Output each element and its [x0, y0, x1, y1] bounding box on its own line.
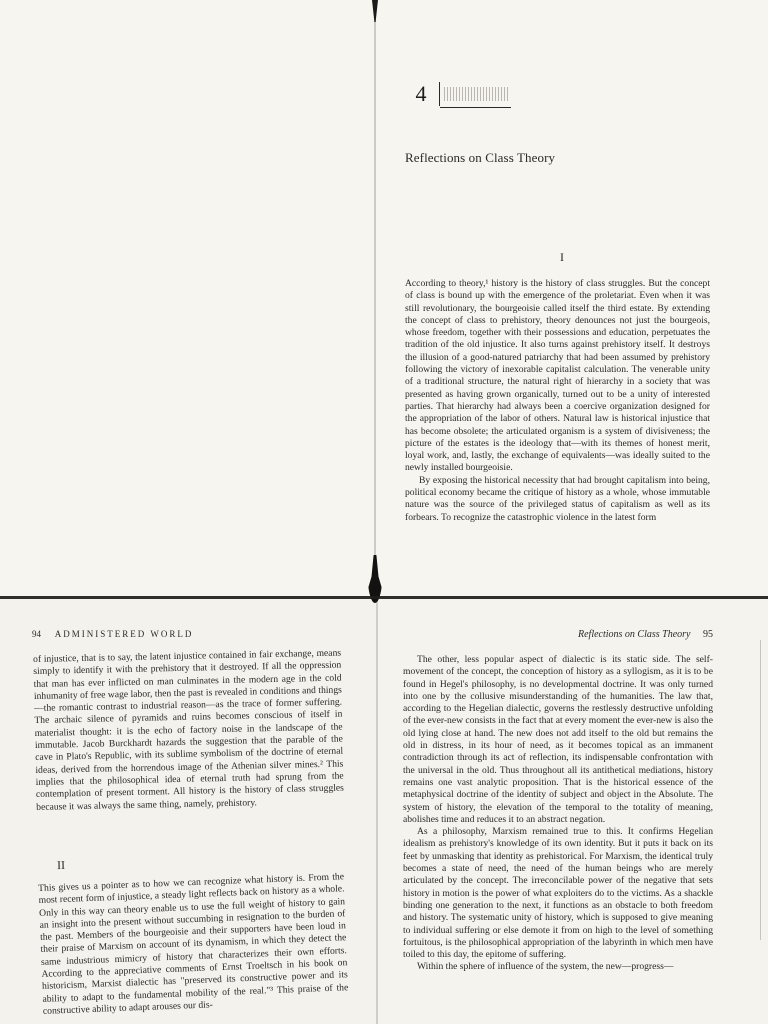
section-heading-2: II	[56, 857, 66, 873]
page-edge-right	[760, 640, 761, 940]
running-head-right-title: Reflections on Class Theory	[578, 629, 691, 640]
chapter-ornament	[439, 82, 511, 106]
paragraph: By exposing the historical necessity that had brought capitalism into being, political economy became the critique of history as a whole, whose immutable nature was the source of the privileged status of capitalism as well as its forbears. To recognize the catastrophic violence in the latest form	[405, 474, 710, 523]
paragraph: of injustice, that is to say, the latent injustice contained in fair exchange, means simply to identify it with the prehistory that it destroyed. If all the oppression that man has ever inflicted on man culminates in the modern age in the cold inhumanity of free wage labor, then the past is revealed in conditions and things—the romantic contrast to industrial reason—as the trace of former suffering. The archaic silence of pyramids and ruins becomes conscious of itself in materialist thought: it is the echo of factory noise in the landscape of the immutable. Jacob Burckhardt hazards the suggestion that the parable of the cave in Plato's Republic, with its sublime symbolism of the doctrine of eternal ideas, derived from the horrendous image of the Athenian silver mines.² This implies that the philosophical idea of eternal truth had sprung from the contemplation of present torment. All history is the history of class struggles because it was always the same thing, namely, prehistory.	[33, 647, 344, 813]
spine-crease	[374, 0, 376, 600]
paragraph: According to theory,¹ history is the history of class struggles. But the concept of class is bound up with the emergence of the proletariat. Even when it was still revolutionary, the bourgeoisie called itself the third estate. By extending the concept of class to prehistory, theory denounces not just the bourgeois, whose freedom, together with their possessions and education, perpetuates the tradition of the old injustice. It also turns against prehistory itself. It destroys the illusion of a good-natured patriarchy that had been assumed by prehistory following the victory of inexorable capitalist calculation. The venerable unity of a traditional structure, the natural right of hierarchy in a society that was presented as having grown organically, turned out to be a unity of interested parties. That hierarchy had always been a coercive organization designed for the appropriation of the labor of others. Natural law is historical injustice that has become obsolete; the articulated organism is a system of divisiveness; the picture of the estates is the ideology that—with its themes of honest merit, loyal work, and, lastly, the exchange of equivalents—was ideally suited to the newly installed bourgeoisie.	[405, 278, 710, 474]
paragraph: Within the sphere of influence of the system, the new—progress—	[417, 961, 674, 973]
paragraph: As a philosophy, Marxism remained true to this. It confirms Hegelian idealism as prehistory's knowledge of its own identity. But it puts it back on its feet by unmasking that identity as prehistorical. For Marxism, the identical truly becomes a state of need, the need of the human beings who are merely articulated by the concept. The irreconcilable power of the negative that sets history in motion is the power of what exploiters do to the victims. As a shackle binding one generation to the next, it functions as an obstacle to both freedom and history. The systematic unity of history, which is supposed to give meaning to individual suffering or else demote it from on high to the level of something fortuitous, is the philosophical appropriation of the labyrinth in which men have toiled to this day, the epitome of suffering.	[403, 826, 713, 961]
running-head-left	[32, 629, 193, 639]
paragraph: The other, less popular aspect of dialectic is its static side. The self-movement of the concept, the conception of history as a syllogism, as it is to be found in Hegel's philosophy, is no developmental doctrine. It was only turned into one by the collusive misunderstanding of the humanities. The law that, according to the Hegelian dialectic, governs the restlessly destructive unfolding of the ever-new consists in the fact that at every moment the ever-new is also the old lying close at hand. The new does not add itself to the old but remains the old in distress, in its hour of need, as it becomes topical as an immanent contradiction through its act of reflection, its indispensable confrontation with the universal in the old. Thus throughout all its antithetical mediations, history remains one vast analytic proposition. That is the historical essence of the metaphysical doctrine of the identity of subject and object in the Absolute. The system of history, the elevation of the temporal to the totality of meaning, abolishes time and reduces it to an abstract negation.	[403, 654, 713, 825]
section-heading-1: I	[560, 250, 564, 264]
chapter-title: Reflections on Class Theory	[405, 150, 556, 165]
page-number-right: 95	[703, 629, 713, 640]
running-head-right	[578, 629, 713, 640]
paragraph: This gives us a pointer as to how we can recognize what history is. From the most recent form of injustice, a steady light reflects back on history as a whole. Only in this way can theory enable us to use the full weight of history to gain an insight into the present without succumbing in resignation to the burden of the past. Members of the bourgeoisie and their supporters have been loud in their praise of Marxism on account of its dynamism, in which they detect the same industrious mimicry of history that characterizes their own efforts. According to the appreciative comments of Ernst Troeltsch in his book on historicism, Marxist dialectic has "preserved its constructive power and its ability to adapt to the fundamental mobility of the real."³ This praise of the constructive ability to adapt arouses our dis-	[38, 871, 349, 1017]
chapter-number: 4	[415, 81, 427, 106]
chapter-number-box	[403, 82, 510, 106]
running-head-left-title: ADMINISTERED WORLD	[54, 629, 194, 639]
left-page-body-2	[38, 871, 349, 1018]
spine-crease-lower	[376, 600, 378, 1024]
page-number-left: 94	[32, 629, 41, 639]
page-edge-divider	[0, 596, 768, 599]
right-page-body	[403, 654, 713, 974]
left-page-body	[33, 648, 344, 814]
top-page-body	[405, 278, 710, 524]
